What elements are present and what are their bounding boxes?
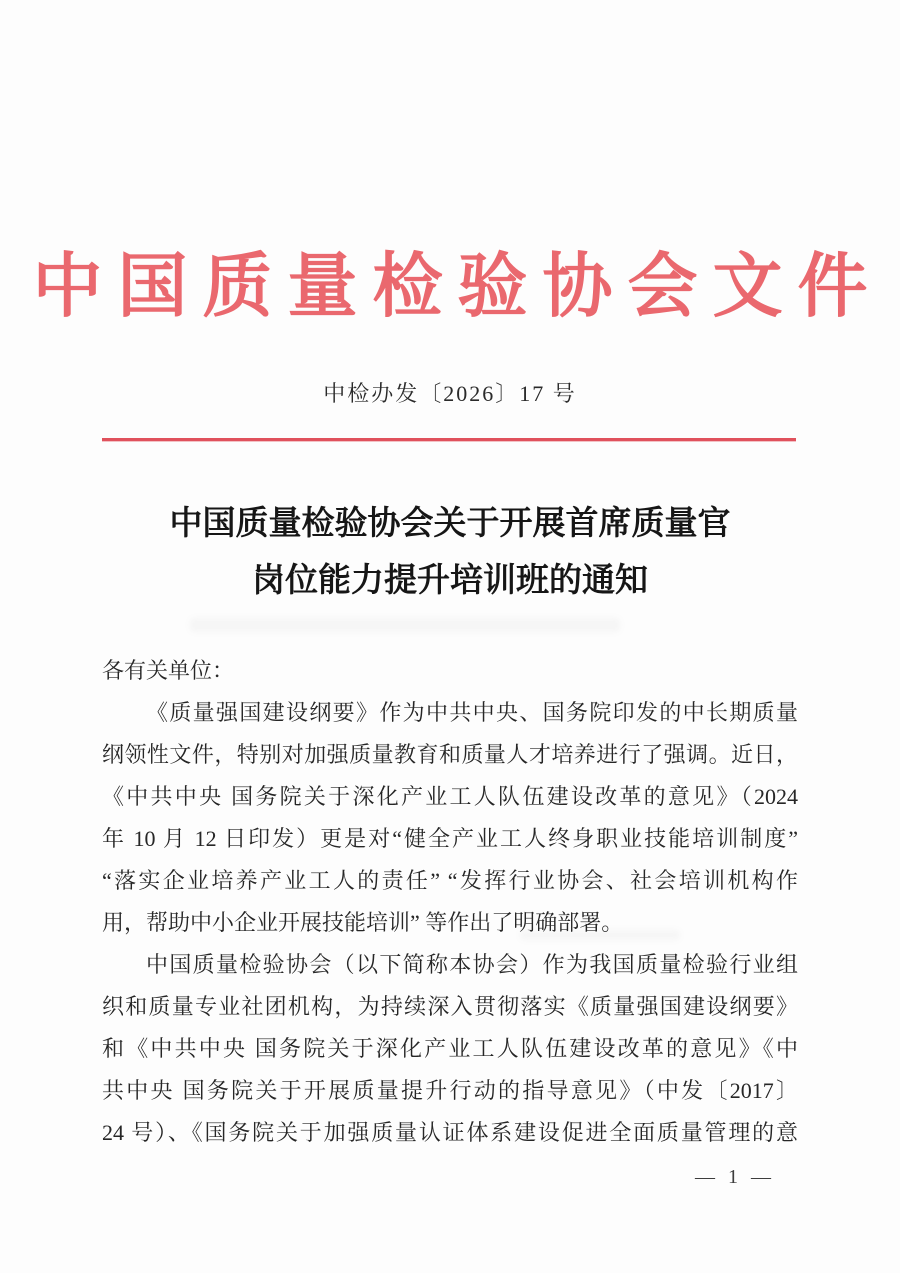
body-line: 和《中共中央 国务院关于深化产业工人队伍建设改革的意见》《中	[102, 1036, 798, 1061]
body-line: 纲领性文件，特别对加强质量教育和质量人才培养进行了强调。近日，	[102, 742, 798, 767]
scan-bleed-artifact	[190, 618, 620, 632]
body-line: 《质量强国建设纲要》作为中共中央、国务院印发的中长期质量	[146, 700, 798, 725]
header-divider-rule	[102, 438, 796, 441]
page-number: — 1 —	[695, 1166, 775, 1188]
body-line: 年 10 月 12 日印发）更是对“健全产业工人终身职业技能培训制度”	[102, 826, 798, 851]
document-header-title: 中国质量检验协会文件	[32, 249, 883, 326]
body-line: 24 号）、《国务院关于加强质量认证体系建设促进全面质量管理的意	[102, 1120, 798, 1145]
body-line: 共中央 国务院关于开展质量提升行动的指导意见》（中发〔2017〕	[102, 1078, 798, 1103]
document-number: 中检办发〔2026〕17 号	[323, 381, 577, 406]
body-line: 织和质量专业社团机构，为持续深入贯彻落实《质量强国建设纲要》	[102, 994, 798, 1019]
notice-title-line1: 中国质量检验协会关于开展首席质量官	[169, 506, 731, 542]
body-line: 《中共中央 国务院关于深化产业工人队伍建设改革的意见》（2024	[102, 784, 798, 809]
notice-title	[0, 496, 900, 610]
salutation: 各有关单位：	[102, 658, 235, 683]
body-line: “落实企业培养产业工人的责任” “发挥行业协会、社会培训机构作	[102, 868, 798, 893]
body-line: 用，帮助中小企业开展技能培训” 等作出了明确部署。	[102, 910, 624, 935]
body-line: 中国质量检验协会（以下简称本协会）作为我国质量检验行业组	[146, 952, 798, 977]
document-body	[102, 650, 798, 1154]
notice-title-line2: 岗位能力提升培训班的通知	[252, 563, 648, 599]
